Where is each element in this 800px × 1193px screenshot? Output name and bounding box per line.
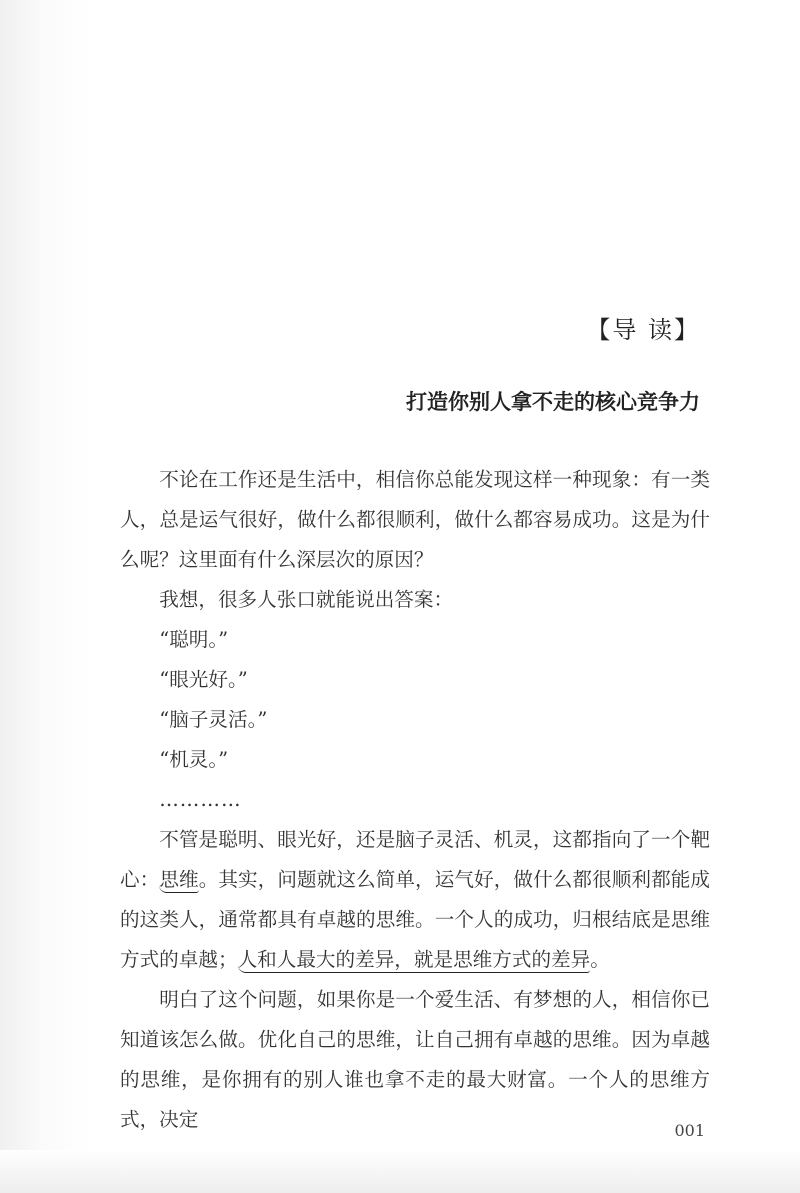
underlined-thinking: 思维 (159, 868, 199, 891)
paragraph-thinking (120, 820, 710, 980)
ellipsis: ………… (159, 788, 242, 811)
paragraph-answer-lead: 我想，很多人张口就能说出答案： (159, 588, 454, 611)
paragraph-thinking-after: 。 (590, 948, 610, 971)
underlined-difference: 人和人最大的差异，就是思维方式的差异 (237, 948, 591, 971)
quote-clever: “机灵。” (159, 748, 229, 771)
quote-agile-mind: “脑子灵活。” (159, 708, 268, 731)
paragraph-conclusion: 明白了这个问题，如果你是一个爱生活、有梦想的人，相信你已知道该怎么做。优化自己的思维，让自己拥有卓越的思维。因为卓越的思维，是你拥有的别人谁也拿不走的最大财富。一个人的思维方式，决定 (120, 988, 710, 1131)
section-heading: 【导 读】 (586, 316, 700, 344)
page-bottom-shade (0, 1150, 800, 1193)
paragraph-intro: 不论在工作还是生活中，相信你总能发现这样一种现象：有一类人，总是运气很好，做什么都很顺利，做什么都容易成功。这是为什么呢？这里面有什么深层次的原因？ (120, 468, 710, 571)
paragraph-thinking-before: 不管是聪明、眼光好，还是脑子灵活、机灵，这都指向了一个靶心： (120, 828, 710, 891)
quote-vision: “眼光好。” (159, 668, 248, 691)
quote-smart: “聪明。” (159, 628, 229, 651)
page-number: 001 (674, 1121, 705, 1140)
chapter-subtitle: 打造你别人拿不走的核心竞争力 (406, 390, 700, 414)
paragraph-thinking-middle: 。其实，问题就这么简单，运气好，做什么都很顺利都能成的这类人，通常都具有卓越的思维。一个人的成功，归根结底是思维方式的卓越； (120, 868, 711, 971)
body-text (120, 460, 710, 1140)
